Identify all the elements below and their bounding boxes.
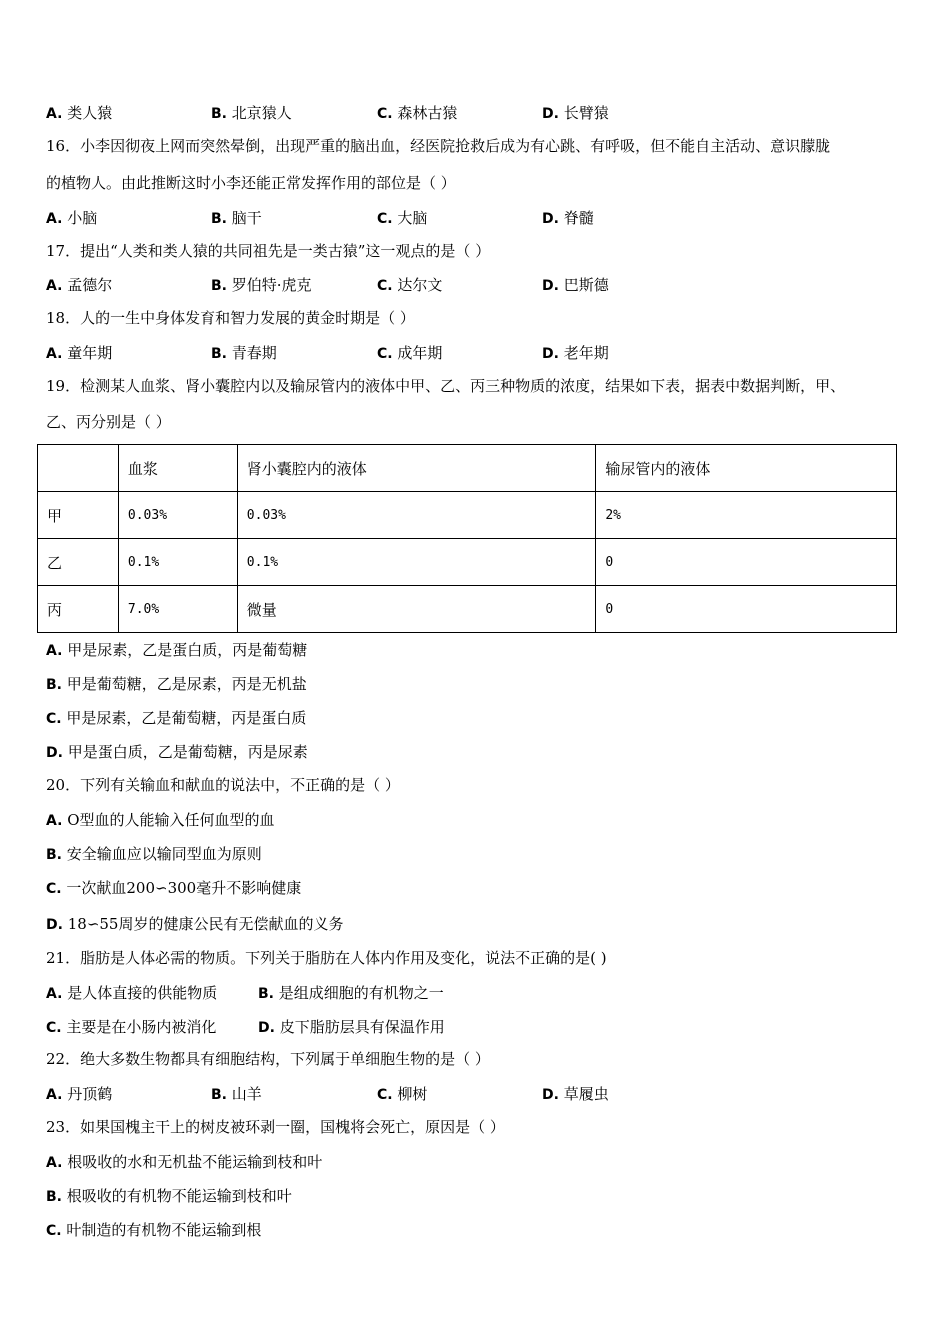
q22-option-c[interactable]: C. 柳树 — [377, 1085, 428, 1103]
q19-data-table — [37, 444, 897, 633]
q16-option-a[interactable]: A. 小脑 — [46, 209, 98, 227]
q20-option-c[interactable]: C. 一次献血200∽300毫升不影响健康 — [46, 879, 302, 897]
q16-option-d[interactable]: D. 脊髓 — [542, 209, 594, 227]
table-cell: 7.0% — [118, 586, 237, 633]
table-row — [38, 539, 897, 586]
q17-stem: 17．提出“人类和类人猿的共同祖先是一类古猿”这一观点的是（ ） — [46, 242, 491, 260]
table-cell: 2% — [596, 492, 897, 539]
table-cell: 甲 — [38, 492, 119, 539]
q21-option-d[interactable]: D. 皮下脂肪层具有保温作用 — [258, 1018, 445, 1036]
q21-option-c[interactable]: C. 主要是在小肠内被消化 — [46, 1018, 217, 1036]
q20-option-a[interactable]: A. O型血的人能输入任何血型的血 — [46, 811, 275, 829]
table-row — [38, 492, 897, 539]
q16-stem-line1: 16．小李因彻夜上网而突然晕倒，出现严重的脑出血，经医院抢救后成为有心跳、有呼吸，但不能自主活动、意识朦胧 — [46, 137, 831, 155]
q15-option-a[interactable]: A. 类人猿 — [46, 104, 113, 122]
table-cell: 0.03% — [237, 492, 596, 539]
q20-option-d[interactable]: D. 18∽55周岁的健康公民有无偿献血的义务 — [46, 915, 344, 933]
table-cell: 乙 — [38, 539, 119, 586]
table-header-cell: 肾小囊腔内的液体 — [237, 445, 596, 492]
q18-stem: 18．人的一生中身体发育和智力发展的黄金时期是（ ） — [46, 309, 415, 327]
q21-option-a[interactable]: A. 是人体直接的供能物质 — [46, 984, 218, 1002]
table-row — [38, 586, 897, 633]
q19-option-b[interactable]: B. 甲是葡萄糖，乙是尿素，丙是无机盐 — [46, 675, 307, 693]
q16-option-c[interactable]: C. 大脑 — [377, 209, 428, 227]
q23-option-c[interactable]: C. 叶制造的有机物不能运输到根 — [46, 1221, 262, 1239]
q15-option-c[interactable]: C. 森林古猿 — [377, 104, 458, 122]
q18-option-d[interactable]: D. 老年期 — [542, 344, 609, 362]
q22-option-d[interactable]: D. 草履虫 — [542, 1085, 609, 1103]
q21-stem: 21．脂肪是人体必需的物质。下列关于脂肪在人体内作用及变化，说法不正确的是( ) — [46, 949, 607, 967]
table-cell: 微量 — [237, 586, 596, 633]
q17-option-b[interactable]: B. 罗伯特·虎克 — [211, 276, 312, 294]
q18-option-c[interactable]: C. 成年期 — [377, 344, 443, 362]
q17-option-a[interactable]: A. 孟德尔 — [46, 276, 113, 294]
q20-option-b[interactable]: B. 安全输血应以输同型血为原则 — [46, 845, 262, 863]
q16-stem-line2: 的植物人。由此推断这时小李还能正常发挥作用的部位是（ ） — [46, 174, 456, 192]
q19-stem-line1: 19．检测某人血浆、肾小囊腔内以及输尿管内的液体中甲、乙、丙三种物质的浓度，结果如下表，据表中数据判断，甲、 — [46, 377, 846, 395]
table-header-cell — [38, 445, 119, 492]
table-cell: 丙 — [38, 586, 119, 633]
q19-option-c[interactable]: C. 甲是尿素，乙是葡萄糖，丙是蛋白质 — [46, 709, 307, 727]
table-header-row — [38, 445, 897, 492]
q22-option-a[interactable]: A. 丹顶鹤 — [46, 1085, 113, 1103]
q22-stem: 22．绝大多数生物都具有细胞结构，下列属于单细胞生物的是（ ） — [46, 1050, 490, 1068]
q19-option-a[interactable]: A. 甲是尿素，乙是蛋白质，丙是葡萄糖 — [46, 641, 308, 659]
table-cell: 0.03% — [118, 492, 237, 539]
q23-option-b[interactable]: B. 根吸收的有机物不能运输到枝和叶 — [46, 1187, 292, 1205]
q19-option-d[interactable]: D. 甲是蛋白质，乙是葡萄糖，丙是尿素 — [46, 743, 308, 761]
table-cell: 0.1% — [118, 539, 237, 586]
table-cell: 0 — [596, 539, 897, 586]
table-header-cell: 血浆 — [118, 445, 237, 492]
q17-option-c[interactable]: C. 达尔文 — [377, 276, 443, 294]
q23-stem: 23．如果国槐主干上的树皮被环剥一圈，国槐将会死亡，原因是（ ） — [46, 1118, 505, 1136]
q23-option-a[interactable]: A. 根吸收的水和无机盐不能运输到枝和叶 — [46, 1153, 323, 1171]
q22-option-b[interactable]: B. 山羊 — [211, 1085, 262, 1103]
q15-option-b[interactable]: B. 北京猿人 — [211, 104, 292, 122]
q20-stem: 20．下列有关输血和献血的说法中，不正确的是（ ） — [46, 776, 400, 794]
q15-option-d[interactable]: D. 长臂猿 — [542, 104, 609, 122]
table-cell: 0 — [596, 586, 897, 633]
q16-option-b[interactable]: B. 脑干 — [211, 209, 262, 227]
q21-option-b[interactable]: B. 是组成细胞的有机物之一 — [258, 984, 444, 1002]
q17-option-d[interactable]: D. 巴斯德 — [542, 276, 609, 294]
table-cell: 0.1% — [237, 539, 596, 586]
q19-stem-line2: 乙、丙分别是（ ） — [46, 413, 171, 431]
q18-option-b[interactable]: B. 青春期 — [211, 344, 277, 362]
table-header-cell: 输尿管内的液体 — [596, 445, 897, 492]
q18-option-a[interactable]: A. 童年期 — [46, 344, 113, 362]
